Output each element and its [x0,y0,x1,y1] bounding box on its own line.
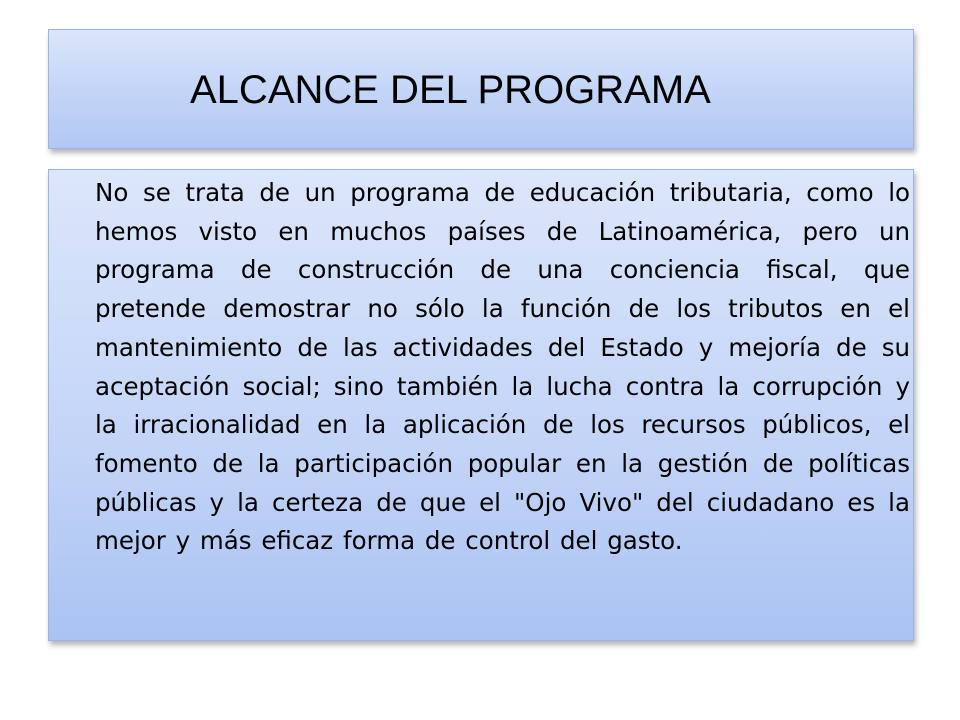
slide-body-text: No se trata de un programa de educación tributaria, como lo hemos visto en muchos países de Latinoamérica, pero un programa de construcción de una conciencia fiscal, que pretende demostrar no sólo la función de los tributos en el mantenimiento de las actividades del Estado y mejoría de su aceptación social; sino también la lucha contra la corrupción y la irracionalidad en la aplicación de los recursos públicos, el fomento de la participación popular en la gestión de políticas públicas y la certeza de que el "Ojo Vivo" del ciudadano es la mejor y más eficaz forma de control del gasto. [95,178,910,556]
slide-title: ALCANCE DEL PROGRAMA [190,68,711,112]
